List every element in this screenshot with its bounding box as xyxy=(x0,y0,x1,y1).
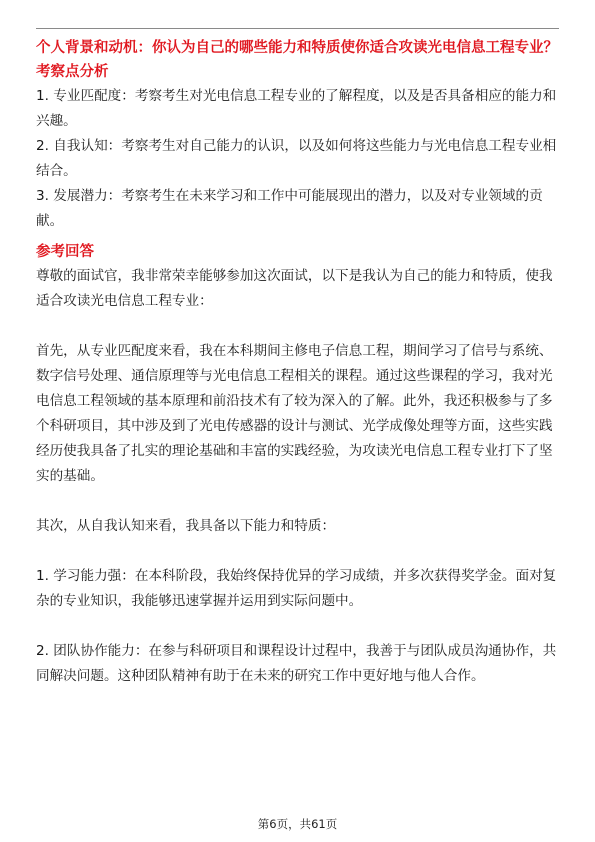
answer-heading: 参考回答 xyxy=(36,244,94,260)
analysis-item-2: 2. 自我认知：考察考生对自己能力的认识，以及如何将这些能力与光电信息工程专业相结合。 xyxy=(36,138,557,179)
analysis-item-1: 1. 专业匹配度：考察考生对光电信息工程专业的了解程度，以及是否具备相应的能力和兴趣。 xyxy=(36,88,557,129)
answer-intro: 尊敬的面试官，我非常荣幸能够参加这次面试，以下是我认为自己的能力和特质，使我适合攻读光电信息工程专业： xyxy=(36,268,553,309)
header-rule xyxy=(36,28,559,29)
answer-paragraph-1: 首先，从专业匹配度来看，我在本科期间主修电子信息工程，期间学习了信号与系统、数字信号处理、通信原理等与光电信息工程相关的课程。通过这些课程的学习，我对光电信息工程领域的基本原理和前沿技术有了较为深入的了解。此外，我还积极参与了多个科研项目，其中涉及到了光电传感器的设计与测试、光学成像处理等方面，这些实践经历使我具备了扎实的理论基础和丰富的实践经验，为攻读光电信息工程专业打下了坚实的基础。 xyxy=(36,343,553,484)
page-number: 第6页，共61页 xyxy=(257,817,338,831)
analysis-heading: 考察点分析 xyxy=(36,64,109,80)
page-content xyxy=(36,36,559,689)
answer-paragraph-3: 1. 学习能力强：在本科阶段，我始终保持优异的学习成绩，并多次获得奖学金。面对复杂的专业知识，我能够迅速掌握并运用到实际问题中。 xyxy=(36,568,557,609)
answer-paragraph-2: 其次，从自我认知来看，我具备以下能力和特质： xyxy=(36,518,336,534)
answer-paragraph-4: 2. 团队协作能力：在参与科研项目和课程设计过程中，我善于与团队成员沟通协作，共同解决问题。这种团队精神有助于在未来的研究工作中更好地与他人合作。 xyxy=(36,643,557,684)
question-title: 个人背景和动机：你认为自己的哪些能力和特质使你适合攻读光电信息工程专业？ xyxy=(36,40,558,56)
analysis-item-3: 3. 发展潜力：考察考生在未来学习和工作中可能展现出的潜力，以及对专业领域的贡献。 xyxy=(36,188,543,229)
